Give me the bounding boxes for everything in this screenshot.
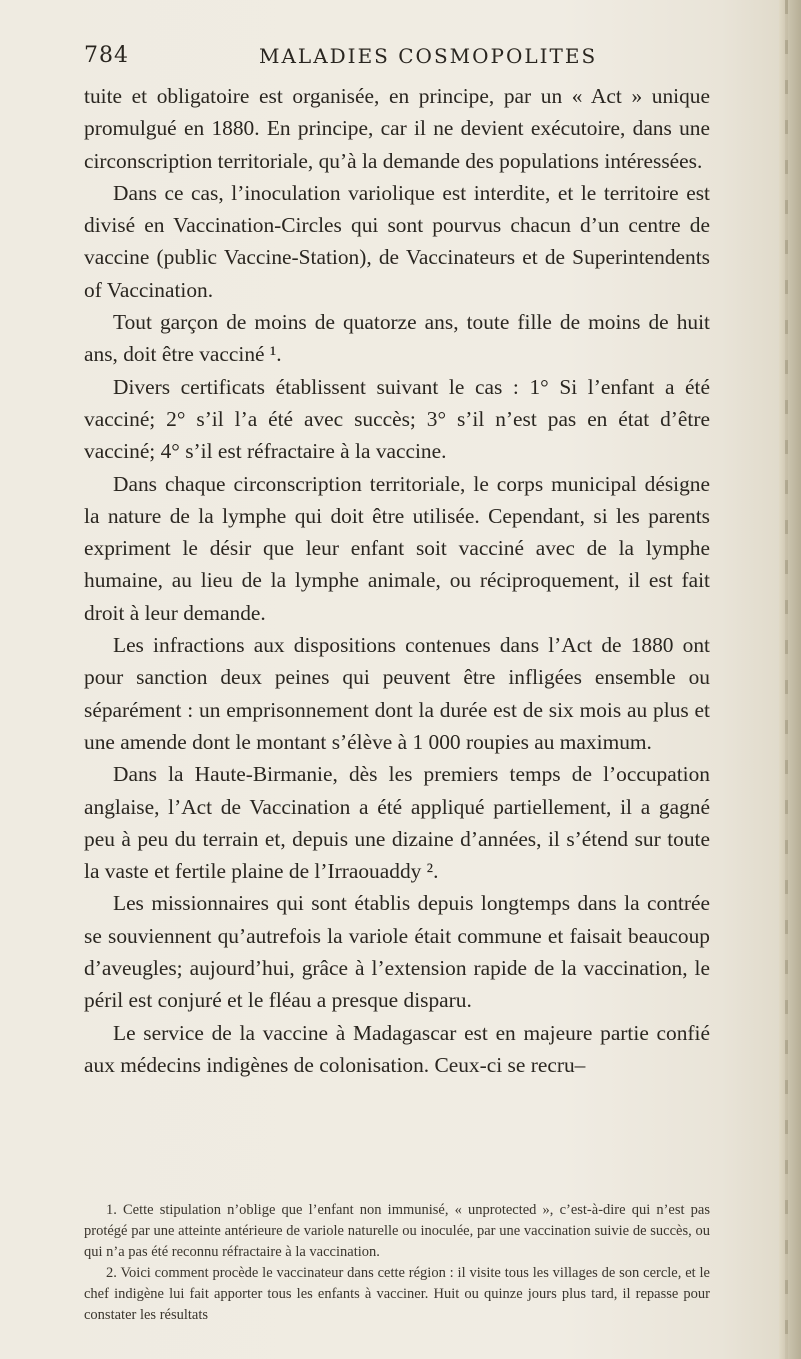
page-number: 784 xyxy=(84,43,129,68)
paragraph: Les missionnaires qui sont établis depuis longtemps dans la contrée se souviennent qu’autrefois la variole était commune et faisait beaucoup d’aveugles; aujourd’hui, grâce à l’extension rapide de la vaccination, le péril est conjuré et le fléau a presque disparu. xyxy=(84,891,710,1013)
footnotes xyxy=(84,1200,710,1326)
footnote: 2. Voici comment procède le vaccinateur dans cette région : il visite tous les villages de son cercle, et le chef indigène lui fait apporter tous les enfants à vacciner. Huit ou quinze jours plus tard, il repasse pour constater les résultats xyxy=(84,1265,710,1323)
paragraph: Le service de la vaccine à Madagascar est en majeure partie confié aux médecins indigènes de colonisation. Ceux-ci se recru– xyxy=(84,1020,710,1077)
footnote: 1. Cette stipulation n’oblige que l’enfant non immunisé, « unprotected », c’est-à-dire qui n’est pas protégé par une atteinte antérieure de variole naturelle ou inoculée, par une vaccination suivie de succès, ou qui n’a pas été reconnu réfractaire à la vaccination. xyxy=(84,1202,710,1260)
running-head: MALADIES COSMOPOLITES xyxy=(259,44,598,68)
body-text xyxy=(84,80,710,1081)
paragraph: Les infractions aux dispositions contenues dans l’Act de 1880 ont pour sanction deux peines qui peuvent être infligées ensemble ou séparément : un emprisonnement dont la durée est de six mois au plus et une amende dont le montant s’élève à 1 000 roupies au maximum. xyxy=(84,633,710,754)
paragraph: tuite et obligatoire est organisée, en principe, par un « Act » unique promulgué en 1880. En principe, car il ne devient exécutoire, dans une circonscription territoriale, qu’à la demande des populations intéressées. xyxy=(84,84,710,173)
page-edge xyxy=(779,0,801,1359)
page-header xyxy=(84,43,709,73)
paragraph: Tout garçon de moins de quatorze ans, toute fille de moins de huit ans, doit être vacciné ¹. xyxy=(84,310,710,367)
paragraph: Dans chaque circonscription territoriale, le corps municipal désigne la nature de la lymphe qui doit être utilisée. Cependant, si les parents expriment le désir que leur enfant soit vacciné avec de la lymphe humaine, au lieu de la lymphe animale, ou réciproquement, il est fait droit à leur demande. xyxy=(84,471,710,625)
paragraph: Divers certificats établissent suivant le cas : 1° Si l’enfant a été vacciné; 2° s’il l’a été avec succès; 3° s’il n’est pas en état d’être vacciné; 4° s’il est réfractaire à la vaccine. xyxy=(84,374,710,464)
paragraph: Dans ce cas, l’inoculation variolique est interdite, et le territoire est divisé en Vaccination-Circles qui sont pourvus chacun d’un centre de vaccine (public Vaccine-Station), de Vaccinateurs et de Superintendents of Vaccination. xyxy=(84,180,710,302)
paragraph: Dans la Haute-Birmanie, dès les premiers temps de l’occupation anglaise, l’Act de Vaccination a été appliqué partiellement, il a gagné peu à peu du terrain et, depuis une dizaine d’années, il s’étend sur toute la vaste et fertile plaine de l’Irraouaddy ². xyxy=(84,762,710,884)
